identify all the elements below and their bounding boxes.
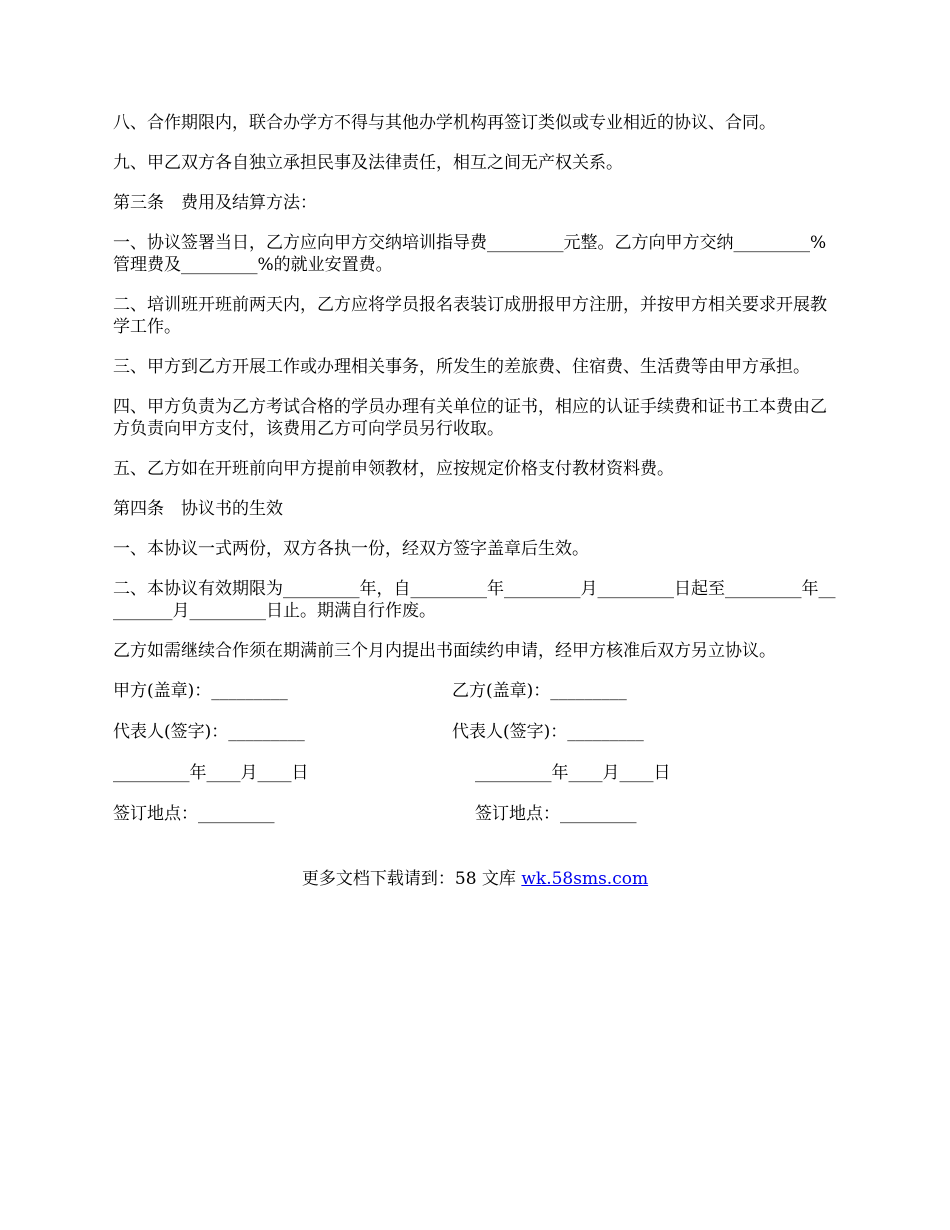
party-b-seal: 乙方(盖章)：_________ xyxy=(452,681,627,701)
clause-8: 八、合作期限内，联合办学方不得与其他办学机构再签订类似或专业相近的协议、合同。 xyxy=(113,113,776,133)
clause-9: 九、甲乙双方各自独立承担民事及法律责任，相互之间无产权关系。 xyxy=(113,153,623,173)
article-4-item-1: 一、本协议一式两份，双方各执一份，经双方签字盖章后生效。 xyxy=(113,539,589,559)
article-3-item-5: 五、乙方如在开班前向甲方提前申领教材，应按规定价格支付教材资料费。 xyxy=(113,459,674,479)
party-a-seal: 甲方(盖章)：_________ xyxy=(113,681,288,701)
renewal-clause: 乙方如需继续合作须在期满前三个月内提出书面续约申请，经甲方核准后双方另立协议。 xyxy=(113,641,776,661)
article-3-item-2: 二、培训班开班前两天内，乙方应将学员报名表装订成册报甲方注册，并按甲方相关要求开展教学工作。 xyxy=(113,295,827,337)
date-row xyxy=(113,762,841,784)
download-footer xyxy=(0,868,950,890)
party-b-place: 签订地点：_________ xyxy=(475,804,637,824)
party-b-representative: 代表人(签字)：_________ xyxy=(452,722,644,742)
article-3-item-1: 一、协议签署当日，乙方应向甲方交纳培训指导费_________元整。乙方向甲方交纳_________%管理费及_________%的就业安置费。 xyxy=(113,233,827,275)
article-3-heading: 第三条 费用及结算方法： xyxy=(113,193,317,213)
party-a-date: _________年____月____日 xyxy=(113,763,309,783)
seal-row xyxy=(113,680,841,702)
representative-row xyxy=(113,721,841,743)
article-3-item-3: 三、甲方到乙方开展工作或办理相关事务，所发生的差旅费、住宿费、生活费等由甲方承担。 xyxy=(113,357,810,377)
party-a-representative: 代表人(签字)：_________ xyxy=(113,722,305,742)
party-b-date: _________年____月____日 xyxy=(475,763,671,783)
document-page xyxy=(113,112,841,844)
article-3-item-4: 四、甲方负责为乙方考试合格的学员办理有关单位的证书，相应的认证手续费和证书工本费由乙方负责向甲方支付，该费用乙方可向学员另行收取。 xyxy=(113,397,827,439)
article-4-heading: 第四条 协议书的生效 xyxy=(113,499,283,519)
article-4-item-2: 二、本协议有效期限为_________年，自_________年_________月_________日起至_________年_________月_________日止。期满自行作废。 xyxy=(113,579,836,621)
place-row xyxy=(113,803,841,825)
footer-link[interactable]: wk.58sms.com xyxy=(521,869,649,889)
footer-text: 更多文档下载请到：58 文库 xyxy=(301,869,522,889)
party-a-place: 签订地点：_________ xyxy=(113,804,275,824)
